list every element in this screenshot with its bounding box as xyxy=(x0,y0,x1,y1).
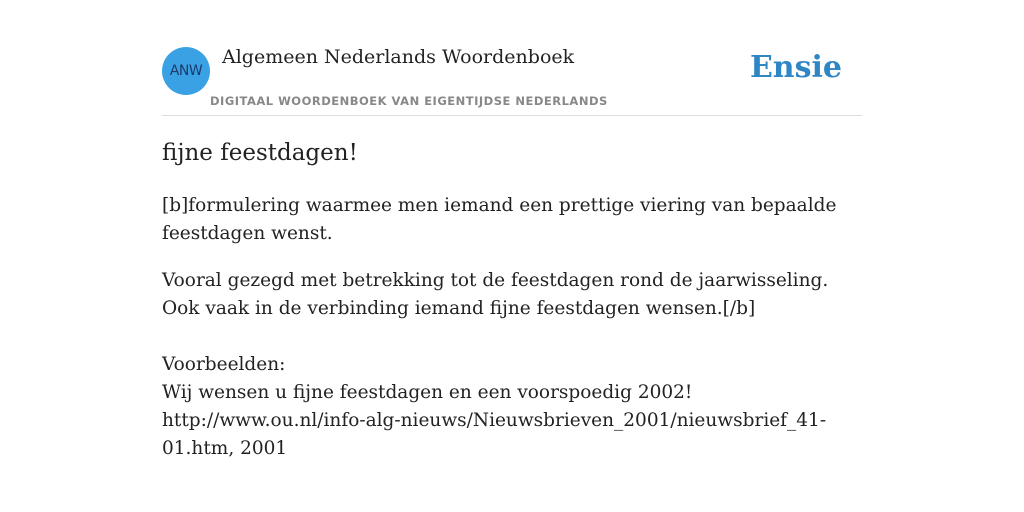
entry-title: fijne feestdagen! xyxy=(162,140,358,166)
examples-block xyxy=(162,351,862,463)
site-header xyxy=(162,0,862,116)
anw-logo[interactable] xyxy=(162,47,210,95)
entry-definition: [b]formulering waarmee men iemand een prettige viering van bepaalde feestdagen wenst. xyxy=(162,195,837,244)
example-source: http://www.ou.nl/info-alg-nieuws/Nieuwsbrieven_2001/nieuwsbrief_41-01.htm, 2001 xyxy=(162,410,827,459)
site-subtitle: DIGITAAL WOORDENBOEK VAN EIGENTIJDSE NEDERLANDS xyxy=(210,94,608,108)
example-sentence: Wij wensen u fijne feestdagen en een voorspoedig 2002! xyxy=(162,382,693,403)
site-title[interactable]: Algemeen Nederlands Woordenboek xyxy=(222,46,575,68)
ensie-brand-logo[interactable]: Ensie xyxy=(749,50,842,85)
entry-card xyxy=(162,0,862,512)
anw-logo-text: ANW xyxy=(169,63,203,79)
examples-label: Voorbeelden: xyxy=(162,354,286,375)
entry-note: Vooral gezegd met betrekking tot de feestdagen rond de jaarwisseling. Ook vaak in de verbinding iemand fijne feestdagen wensen.[/b] xyxy=(162,270,829,319)
